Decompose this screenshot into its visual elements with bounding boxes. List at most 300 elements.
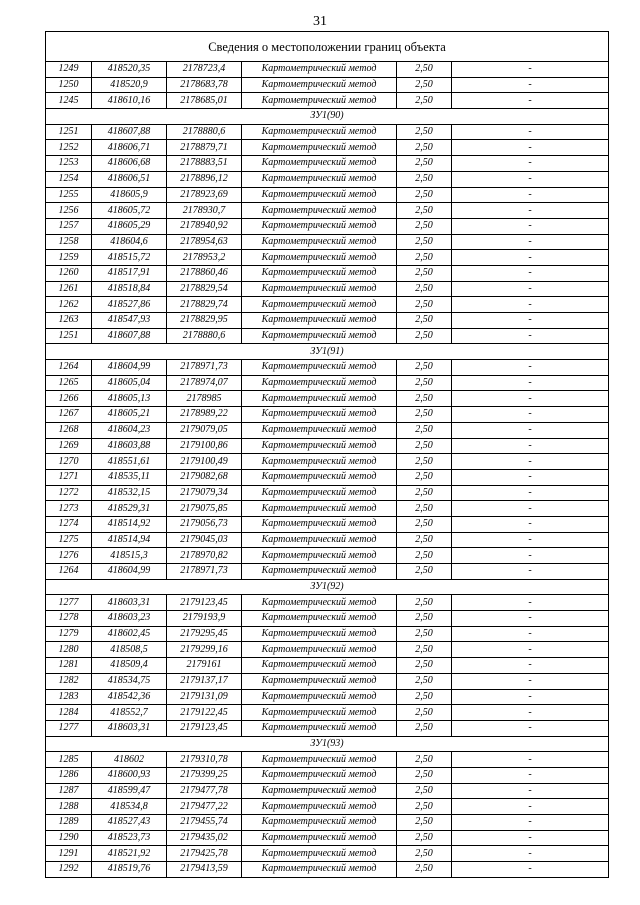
method-cell: Картометрический метод: [242, 93, 397, 109]
y-coordinate-cell: 2179079,05: [167, 422, 242, 438]
method-cell: Картометрический метод: [242, 375, 397, 391]
accuracy-cell: 2,50: [397, 124, 452, 140]
method-cell: Картометрический метод: [242, 156, 397, 172]
method-cell: Картометрический метод: [242, 846, 397, 862]
point-number-cell: 1257: [46, 218, 92, 234]
method-cell: Картометрический метод: [242, 297, 397, 313]
point-number-cell: 1249: [46, 62, 92, 78]
method-cell: Картометрический метод: [242, 234, 397, 250]
table-row: [46, 234, 609, 250]
method-cell: Картометрический метод: [242, 689, 397, 705]
point-number-cell: 1272: [46, 485, 92, 501]
y-coordinate-cell: 2179045,03: [167, 532, 242, 548]
description-cell: -: [452, 767, 609, 783]
x-coordinate-cell: 418508,5: [92, 642, 167, 658]
table-row: [46, 375, 609, 391]
table-row: [46, 815, 609, 831]
x-coordinate-cell: 418604,23: [92, 422, 167, 438]
method-cell: Картометрический метод: [242, 673, 397, 689]
accuracy-cell: 2,50: [397, 799, 452, 815]
accuracy-cell: 2,50: [397, 862, 452, 878]
y-coordinate-cell: 2178971,73: [167, 360, 242, 376]
method-cell: Картометрический метод: [242, 124, 397, 140]
accuracy-cell: 2,50: [397, 516, 452, 532]
x-coordinate-cell: 418527,43: [92, 815, 167, 831]
x-coordinate-cell: 418520,9: [92, 77, 167, 93]
accuracy-cell: 2,50: [397, 642, 452, 658]
table-row: [46, 595, 609, 611]
method-cell: Картометрический метод: [242, 752, 397, 768]
description-cell: -: [452, 611, 609, 627]
x-coordinate-cell: 418518,84: [92, 281, 167, 297]
method-cell: Картометрический метод: [242, 77, 397, 93]
x-coordinate-cell: 418605,21: [92, 407, 167, 423]
table-row: [46, 265, 609, 281]
method-cell: Картометрический метод: [242, 799, 397, 815]
y-coordinate-cell: 2178829,95: [167, 313, 242, 329]
y-coordinate-cell: 2178940,92: [167, 218, 242, 234]
y-coordinate-cell: 2179100,49: [167, 454, 242, 470]
y-coordinate-cell: 2179137,17: [167, 673, 242, 689]
accuracy-cell: 2,50: [397, 658, 452, 674]
description-cell: -: [452, 313, 609, 329]
point-number-cell: 1255: [46, 187, 92, 203]
description-cell: -: [452, 328, 609, 344]
accuracy-cell: 2,50: [397, 720, 452, 736]
page-number: 31: [313, 14, 327, 29]
description-cell: -: [452, 595, 609, 611]
x-coordinate-cell: 418517,91: [92, 265, 167, 281]
accuracy-cell: 2,50: [397, 250, 452, 266]
accuracy-cell: 2,50: [397, 407, 452, 423]
y-coordinate-cell: 2179455,74: [167, 815, 242, 831]
description-cell: -: [452, 815, 609, 831]
x-coordinate-cell: 418605,29: [92, 218, 167, 234]
table-row: [46, 673, 609, 689]
table-row: [46, 532, 609, 548]
table-row: [46, 124, 609, 140]
y-coordinate-cell: 2179122,45: [167, 705, 242, 721]
description-cell: -: [452, 62, 609, 78]
description-cell: -: [452, 156, 609, 172]
accuracy-cell: 2,50: [397, 375, 452, 391]
accuracy-cell: 2,50: [397, 438, 452, 454]
accuracy-cell: 2,50: [397, 673, 452, 689]
method-cell: Картометрический метод: [242, 516, 397, 532]
y-coordinate-cell: 2178880,6: [167, 328, 242, 344]
y-coordinate-cell: 2179435,02: [167, 830, 242, 846]
accuracy-cell: 2,50: [397, 454, 452, 470]
point-number-cell: 1286: [46, 767, 92, 783]
accuracy-cell: 2,50: [397, 501, 452, 517]
table-row: [46, 187, 609, 203]
point-number-cell: 1260: [46, 265, 92, 281]
y-coordinate-cell: 2178974,07: [167, 375, 242, 391]
x-coordinate-cell: 418521,92: [92, 846, 167, 862]
y-coordinate-cell: 2178953,2: [167, 250, 242, 266]
description-cell: -: [452, 171, 609, 187]
point-number-cell: 1258: [46, 234, 92, 250]
x-coordinate-cell: 418519,76: [92, 862, 167, 878]
description-cell: -: [452, 218, 609, 234]
x-coordinate-cell: 418604,99: [92, 564, 167, 580]
y-coordinate-cell: 2178970,82: [167, 548, 242, 564]
description-cell: -: [452, 783, 609, 799]
description-cell: -: [452, 454, 609, 470]
table-row: [46, 281, 609, 297]
point-number-cell: 1285: [46, 752, 92, 768]
section-label: ЗУ1(91): [46, 344, 609, 360]
description-cell: -: [452, 77, 609, 93]
x-coordinate-cell: 418606,51: [92, 171, 167, 187]
x-coordinate-cell: 418542,36: [92, 689, 167, 705]
accuracy-cell: 2,50: [397, 469, 452, 485]
x-coordinate-cell: 418603,31: [92, 720, 167, 736]
table-row: [46, 783, 609, 799]
point-number-cell: 1267: [46, 407, 92, 423]
point-number-cell: 1252: [46, 140, 92, 156]
y-coordinate-cell: 2179100,86: [167, 438, 242, 454]
description-cell: -: [452, 485, 609, 501]
y-coordinate-cell: 2179477,22: [167, 799, 242, 815]
x-coordinate-cell: 418547,93: [92, 313, 167, 329]
method-cell: Картометрический метод: [242, 250, 397, 266]
method-cell: Картометрический метод: [242, 313, 397, 329]
table-title: Сведения о местоположении границ объекта: [46, 32, 609, 62]
table-row: [46, 407, 609, 423]
x-coordinate-cell: 418552,7: [92, 705, 167, 721]
method-cell: Картометрический метод: [242, 642, 397, 658]
table-row: [46, 250, 609, 266]
accuracy-cell: 2,50: [397, 360, 452, 376]
description-cell: -: [452, 469, 609, 485]
table-body: [46, 32, 609, 878]
table-row: [46, 705, 609, 721]
description-cell: -: [452, 203, 609, 219]
y-coordinate-cell: 2179425,78: [167, 846, 242, 862]
point-number-cell: 1254: [46, 171, 92, 187]
point-number-cell: 1279: [46, 626, 92, 642]
table-row: [46, 218, 609, 234]
accuracy-cell: 2,50: [397, 532, 452, 548]
method-cell: Картометрический метод: [242, 658, 397, 674]
description-cell: -: [452, 407, 609, 423]
description-cell: -: [452, 501, 609, 517]
method-cell: Картометрический метод: [242, 830, 397, 846]
method-cell: Картометрический метод: [242, 705, 397, 721]
description-cell: -: [452, 250, 609, 266]
method-cell: Картометрический метод: [242, 438, 397, 454]
x-coordinate-cell: 418605,13: [92, 391, 167, 407]
x-coordinate-cell: 418610,16: [92, 93, 167, 109]
method-cell: Картометрический метод: [242, 532, 397, 548]
method-cell: Картометрический метод: [242, 62, 397, 78]
x-coordinate-cell: 418605,04: [92, 375, 167, 391]
accuracy-cell: 2,50: [397, 218, 452, 234]
x-coordinate-cell: 418509,4: [92, 658, 167, 674]
x-coordinate-cell: 418523,73: [92, 830, 167, 846]
table-header-row: [46, 32, 609, 62]
table-row: [46, 391, 609, 407]
table-row: [46, 846, 609, 862]
accuracy-cell: 2,50: [397, 846, 452, 862]
description-cell: -: [452, 799, 609, 815]
x-coordinate-cell: 418535,11: [92, 469, 167, 485]
section-label: ЗУ1(92): [46, 579, 609, 595]
accuracy-cell: 2,50: [397, 328, 452, 344]
point-number-cell: 1265: [46, 375, 92, 391]
y-coordinate-cell: 2179477,78: [167, 783, 242, 799]
description-cell: -: [452, 124, 609, 140]
method-cell: Картометрический метод: [242, 469, 397, 485]
point-number-cell: 1253: [46, 156, 92, 172]
point-number-cell: 1259: [46, 250, 92, 266]
table-row: [46, 62, 609, 78]
point-number-cell: 1275: [46, 532, 92, 548]
x-coordinate-cell: 418606,68: [92, 156, 167, 172]
point-number-cell: 1276: [46, 548, 92, 564]
description-cell: -: [452, 532, 609, 548]
point-number-cell: 1264: [46, 564, 92, 580]
method-cell: Картометрический метод: [242, 862, 397, 878]
x-coordinate-cell: 418532,15: [92, 485, 167, 501]
y-coordinate-cell: 2178954,63: [167, 234, 242, 250]
table-row: [46, 752, 609, 768]
x-coordinate-cell: 418602: [92, 752, 167, 768]
y-coordinate-cell: 2179193,9: [167, 611, 242, 627]
description-cell: -: [452, 391, 609, 407]
method-cell: Картометрический метод: [242, 595, 397, 611]
y-coordinate-cell: 2179399,25: [167, 767, 242, 783]
y-coordinate-cell: 2178923,69: [167, 187, 242, 203]
point-number-cell: 1280: [46, 642, 92, 658]
y-coordinate-cell: 2179310,78: [167, 752, 242, 768]
description-cell: -: [452, 140, 609, 156]
table-row: [46, 862, 609, 878]
section-row: [46, 736, 609, 752]
method-cell: Картометрический метод: [242, 203, 397, 219]
method-cell: Картометрический метод: [242, 767, 397, 783]
table-row: [46, 203, 609, 219]
y-coordinate-cell: 2178880,6: [167, 124, 242, 140]
point-number-cell: 1274: [46, 516, 92, 532]
table-row: [46, 548, 609, 564]
method-cell: Картометрический метод: [242, 171, 397, 187]
method-cell: Картометрический метод: [242, 783, 397, 799]
method-cell: Картометрический метод: [242, 407, 397, 423]
method-cell: Картометрический метод: [242, 187, 397, 203]
x-coordinate-cell: 418602,45: [92, 626, 167, 642]
table-row: [46, 93, 609, 109]
x-coordinate-cell: 418534,75: [92, 673, 167, 689]
point-number-cell: 1251: [46, 328, 92, 344]
point-number-cell: 1288: [46, 799, 92, 815]
accuracy-cell: 2,50: [397, 203, 452, 219]
description-cell: -: [452, 297, 609, 313]
description-cell: -: [452, 642, 609, 658]
accuracy-cell: 2,50: [397, 830, 452, 846]
description-cell: -: [452, 360, 609, 376]
description-cell: -: [452, 422, 609, 438]
table-row: [46, 469, 609, 485]
description-cell: -: [452, 752, 609, 768]
description-cell: -: [452, 438, 609, 454]
point-number-cell: 1282: [46, 673, 92, 689]
point-number-cell: 1264: [46, 360, 92, 376]
description-cell: -: [452, 281, 609, 297]
description-cell: -: [452, 830, 609, 846]
accuracy-cell: 2,50: [397, 611, 452, 627]
boundary-coordinates-table: [45, 31, 609, 878]
table-row: [46, 516, 609, 532]
description-cell: -: [452, 862, 609, 878]
accuracy-cell: 2,50: [397, 281, 452, 297]
y-coordinate-cell: 2179123,45: [167, 595, 242, 611]
point-number-cell: 1262: [46, 297, 92, 313]
method-cell: Картометрический метод: [242, 720, 397, 736]
y-coordinate-cell: 2178829,54: [167, 281, 242, 297]
table-row: [46, 658, 609, 674]
point-number-cell: 1251: [46, 124, 92, 140]
table-row: [46, 642, 609, 658]
description-cell: -: [452, 375, 609, 391]
description-cell: -: [452, 234, 609, 250]
x-coordinate-cell: 418604,6: [92, 234, 167, 250]
accuracy-cell: 2,50: [397, 548, 452, 564]
y-coordinate-cell: 2178896,12: [167, 171, 242, 187]
x-coordinate-cell: 418534,8: [92, 799, 167, 815]
point-number-cell: 1283: [46, 689, 92, 705]
table-row: [46, 611, 609, 627]
x-coordinate-cell: 418606,71: [92, 140, 167, 156]
x-coordinate-cell: 418529,31: [92, 501, 167, 517]
method-cell: Картометрический метод: [242, 328, 397, 344]
description-cell: -: [452, 516, 609, 532]
table-row: [46, 564, 609, 580]
accuracy-cell: 2,50: [397, 62, 452, 78]
y-coordinate-cell: 2178683,78: [167, 77, 242, 93]
section-row: [46, 579, 609, 595]
point-number-cell: 1268: [46, 422, 92, 438]
table-row: [46, 140, 609, 156]
x-coordinate-cell: 418515,72: [92, 250, 167, 266]
method-cell: Картометрический метод: [242, 454, 397, 470]
accuracy-cell: 2,50: [397, 297, 452, 313]
y-coordinate-cell: 2178985: [167, 391, 242, 407]
accuracy-cell: 2,50: [397, 265, 452, 281]
accuracy-cell: 2,50: [397, 485, 452, 501]
x-coordinate-cell: 418527,86: [92, 297, 167, 313]
point-number-cell: 1270: [46, 454, 92, 470]
table-row: [46, 767, 609, 783]
x-coordinate-cell: 418599,47: [92, 783, 167, 799]
point-number-cell: 1271: [46, 469, 92, 485]
x-coordinate-cell: 418603,88: [92, 438, 167, 454]
table-row: [46, 360, 609, 376]
section-label: ЗУ1(90): [46, 109, 609, 125]
method-cell: Картометрический метод: [242, 501, 397, 517]
point-number-cell: 1245: [46, 93, 92, 109]
accuracy-cell: 2,50: [397, 77, 452, 93]
y-coordinate-cell: 2179123,45: [167, 720, 242, 736]
accuracy-cell: 2,50: [397, 391, 452, 407]
point-number-cell: 1266: [46, 391, 92, 407]
description-cell: -: [452, 93, 609, 109]
description-cell: -: [452, 689, 609, 705]
method-cell: Картометрический метод: [242, 281, 397, 297]
y-coordinate-cell: 2178685,01: [167, 93, 242, 109]
table-row: [46, 485, 609, 501]
description-cell: -: [452, 673, 609, 689]
description-cell: -: [452, 658, 609, 674]
x-coordinate-cell: 418605,9: [92, 187, 167, 203]
y-coordinate-cell: 2179413,59: [167, 862, 242, 878]
section-row: [46, 344, 609, 360]
accuracy-cell: 2,50: [397, 140, 452, 156]
point-number-cell: 1287: [46, 783, 92, 799]
y-coordinate-cell: 2179082,68: [167, 469, 242, 485]
method-cell: Картометрический метод: [242, 265, 397, 281]
method-cell: Картометрический метод: [242, 140, 397, 156]
table-row: [46, 313, 609, 329]
accuracy-cell: 2,50: [397, 187, 452, 203]
x-coordinate-cell: 418600,93: [92, 767, 167, 783]
accuracy-cell: 2,50: [397, 815, 452, 831]
y-coordinate-cell: 2178883,51: [167, 156, 242, 172]
table-row: [46, 422, 609, 438]
accuracy-cell: 2,50: [397, 93, 452, 109]
accuracy-cell: 2,50: [397, 783, 452, 799]
table-row: [46, 438, 609, 454]
point-number-cell: 1277: [46, 595, 92, 611]
accuracy-cell: 2,50: [397, 689, 452, 705]
x-coordinate-cell: 418607,88: [92, 124, 167, 140]
y-coordinate-cell: 2179161: [167, 658, 242, 674]
x-coordinate-cell: 418514,94: [92, 532, 167, 548]
y-coordinate-cell: 2178930,7: [167, 203, 242, 219]
x-coordinate-cell: 418551,61: [92, 454, 167, 470]
table-row: [46, 328, 609, 344]
method-cell: Картометрический метод: [242, 391, 397, 407]
accuracy-cell: 2,50: [397, 422, 452, 438]
y-coordinate-cell: 2179075,85: [167, 501, 242, 517]
y-coordinate-cell: 2179131,09: [167, 689, 242, 705]
table-row: [46, 720, 609, 736]
y-coordinate-cell: 2178971,73: [167, 564, 242, 580]
x-coordinate-cell: 418607,88: [92, 328, 167, 344]
method-cell: Картометрический метод: [242, 218, 397, 234]
description-cell: -: [452, 705, 609, 721]
section-row: [46, 109, 609, 125]
x-coordinate-cell: 418603,31: [92, 595, 167, 611]
description-cell: -: [452, 846, 609, 862]
table-row: [46, 156, 609, 172]
table-row: [46, 626, 609, 642]
x-coordinate-cell: 418605,72: [92, 203, 167, 219]
method-cell: Картометрический метод: [242, 611, 397, 627]
y-coordinate-cell: 2178829,74: [167, 297, 242, 313]
accuracy-cell: 2,50: [397, 234, 452, 250]
point-number-cell: 1250: [46, 77, 92, 93]
point-number-cell: 1273: [46, 501, 92, 517]
x-coordinate-cell: 418604,99: [92, 360, 167, 376]
table-row: [46, 77, 609, 93]
accuracy-cell: 2,50: [397, 626, 452, 642]
description-cell: -: [452, 548, 609, 564]
description-cell: -: [452, 187, 609, 203]
point-number-cell: 1261: [46, 281, 92, 297]
accuracy-cell: 2,50: [397, 171, 452, 187]
